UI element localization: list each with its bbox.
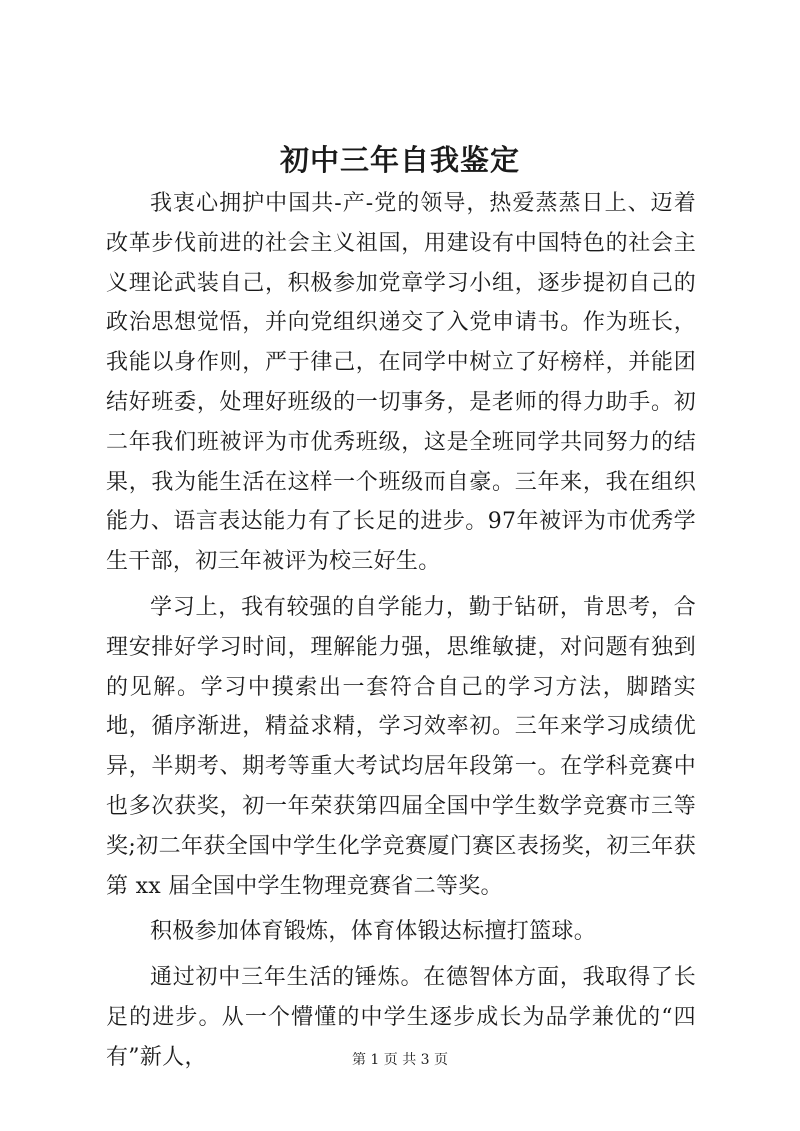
- paragraph-study: 学习上，我有较强的自学能力，勤于钻研，肯思考，合理安排好学习时间，理解能力强，思维敏捷，对问题有独到的见解。学习中摸索出一套符合自己的学习方法，脚踏实地，循序渐进，精益求精，学习效率初。三年来学习成绩优异，半期考、期考等重大考试均居年段第一。在学科竞赛中也多次获奖，初一年荣获第四届全国中学生数学竞赛市三等奖;初二年获全国中学生化学竞赛厦门赛区表扬奖，初三年获第 xx 届全国中学生物理竞赛省二等奖。: [106, 594, 696, 899]
- paragraph-sports: 积极参加体育锻炼，体育体锻达标擅打篮球。: [150, 919, 597, 945]
- paragraph-summary: 通过初中三年生活的锤炼。在德智体方面，我取得了长足的进步。从一个懵懂的中学生逐步成长为品学兼优的“四有”新人，: [106, 965, 696, 1070]
- document-body: [106, 184, 696, 1078]
- page-footer: 第 1 页 共 3 页: [351, 1052, 449, 1068]
- paragraph-political: 我衷心拥护中国共-产-党的领导，热爱蒸蒸日上、迈着改革步伐前进的社会主义祖国，用建设有中国特色的社会主义理论武装自己，积极参加党章学习小组，逐步提初自己的政治思想觉悟，并向党组织递交了入党申请书。作为班长，我能以身作则，严于律己，在同学中树立了好榜样，并能团结好班委，处理好班级的一切事务，是老师的得力助手。初二年我们班被评为市优秀班级，这是全班同学共同努力的结果，我为能生活在这样一个班级而自豪。三年来，我在组织能力、语言表达能力有了长足的进步。97年被评为市优秀学生干部，初三年被评为校三好生。: [106, 191, 696, 575]
- document-title: 初中三年自我鉴定: [279, 143, 520, 177]
